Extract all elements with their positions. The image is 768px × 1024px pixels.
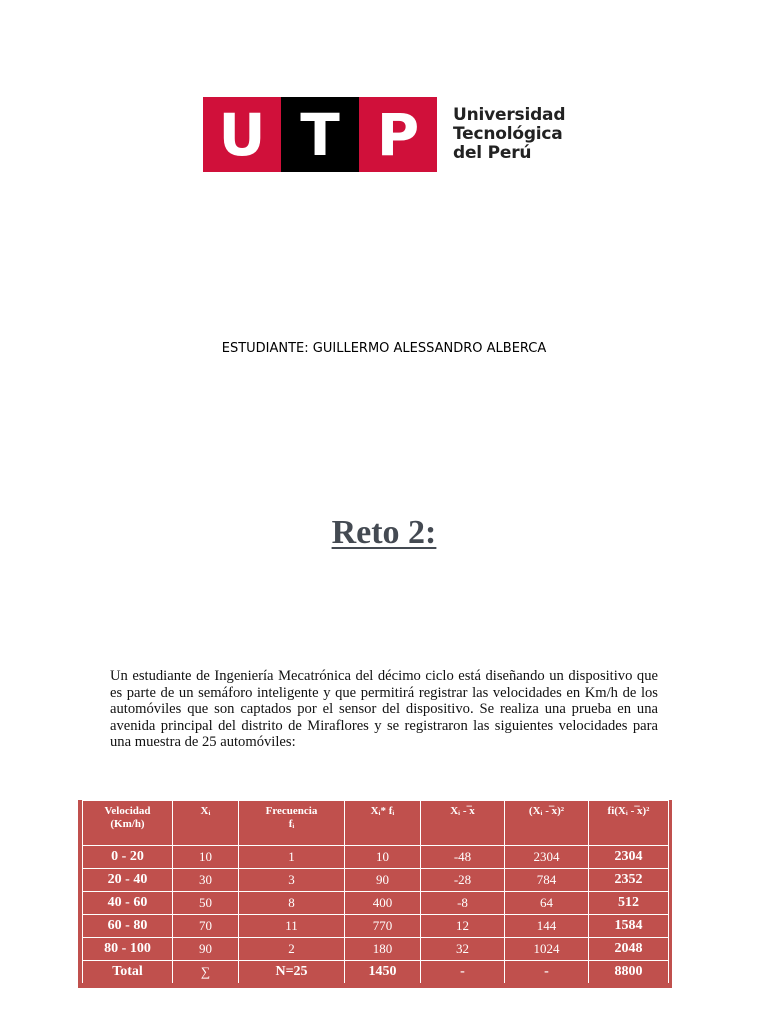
utp-logo (203, 97, 437, 172)
table-cell: 12 (421, 915, 505, 938)
table-cell: 770 (345, 915, 421, 938)
table-cell: 60 - 80 (83, 915, 173, 938)
header-xi: Xᵢ (173, 801, 239, 846)
student-name: ESTUDIANTE: GUILLERMO ALESSANDRO ALBERCA (221, 341, 547, 356)
table-cell: 80 - 100 (83, 938, 173, 961)
table-row (83, 869, 669, 892)
header-frecuencia-line1: Frecuencia (265, 805, 318, 817)
table-row (83, 938, 669, 961)
logo-letter-p: P (359, 97, 437, 172)
table-cell: - (505, 961, 589, 984)
header-weighted-squared-deviation: fi(Xᵢ - ̅x)² (589, 801, 669, 846)
header-squared-deviation: (Xᵢ - ̅x)² (505, 801, 589, 846)
table-cell: 1450 (345, 961, 421, 984)
header-velocidad-line1: Velocidad (104, 805, 151, 817)
frequency-table (82, 800, 669, 983)
table-cell: 40 - 60 (83, 892, 173, 915)
table-row (83, 915, 669, 938)
table-cell: 70 (173, 915, 239, 938)
table-cell: 8 (239, 892, 345, 915)
table-cell: - (421, 961, 505, 984)
table-row (83, 846, 669, 869)
table-cell: 2304 (589, 846, 669, 869)
header-frecuencia (239, 801, 345, 846)
table-cell: 2 (239, 938, 345, 961)
table-cell: -8 (421, 892, 505, 915)
logo-text-line-3: del Perú (453, 143, 532, 163)
table-cell: 8800 (589, 961, 669, 984)
logo-letter-u: U (203, 97, 281, 172)
table-row (83, 961, 669, 984)
frequency-table-container (78, 800, 672, 988)
header-frecuencia-line2: fᵢ (288, 818, 295, 830)
table-cell: 30 (173, 869, 239, 892)
table-cell: 20 - 40 (83, 869, 173, 892)
table-cell: -28 (421, 869, 505, 892)
header-velocidad (83, 801, 173, 846)
table-cell: 1 (239, 846, 345, 869)
table-cell: 2048 (589, 938, 669, 961)
table-cell: 50 (173, 892, 239, 915)
problem-statement: Un estudiante de Ingeniería Mecatrónica del décimo ciclo está diseñando un dispositivo que es parte de un semáforo inteligente y que permitirá registrar las velocidades en Km/h de los automóviles que son captados por el sensor del dispositivo. Se realiza una prueba en una avenida principal del distrito de Miraflores y se registraron las siguientes velocidades para una muestra de 25 automóviles: (110, 668, 658, 751)
page-title: Reto 2: (331, 514, 437, 551)
header-xi-fi: Xᵢ* fᵢ (345, 801, 421, 846)
table-cell: 11 (239, 915, 345, 938)
logo-text-line-1: Universidad (453, 105, 566, 125)
table-cell: 90 (345, 869, 421, 892)
table-cell: 64 (505, 892, 589, 915)
table-cell: 2304 (505, 846, 589, 869)
header-velocidad-line2: (Km/h) (110, 818, 145, 830)
header-xi-minus-mean: Xᵢ - ̅x (421, 801, 505, 846)
table-cell: ∑ (173, 961, 239, 984)
table-cell: 400 (345, 892, 421, 915)
table-cell: 784 (505, 869, 589, 892)
table-cell: N=25 (239, 961, 345, 984)
table-cell: 2352 (589, 869, 669, 892)
logo-university-name (453, 106, 565, 163)
table-cell: Total (83, 961, 173, 984)
table-cell: 10 (173, 846, 239, 869)
logo-text-line-2: Tecnológica (453, 124, 563, 144)
table-cell: 512 (589, 892, 669, 915)
table-cell: 3 (239, 869, 345, 892)
table-cell: 144 (505, 915, 589, 938)
table-cell: 90 (173, 938, 239, 961)
table-cell: 32 (421, 938, 505, 961)
table-cell: 0 - 20 (83, 846, 173, 869)
table-row (83, 892, 669, 915)
table-cell: -48 (421, 846, 505, 869)
table-cell: 10 (345, 846, 421, 869)
table-cell: 1024 (505, 938, 589, 961)
table-header-row (83, 801, 669, 846)
table-cell: 180 (345, 938, 421, 961)
table-cell: 1584 (589, 915, 669, 938)
logo-letter-t: T (281, 97, 359, 172)
